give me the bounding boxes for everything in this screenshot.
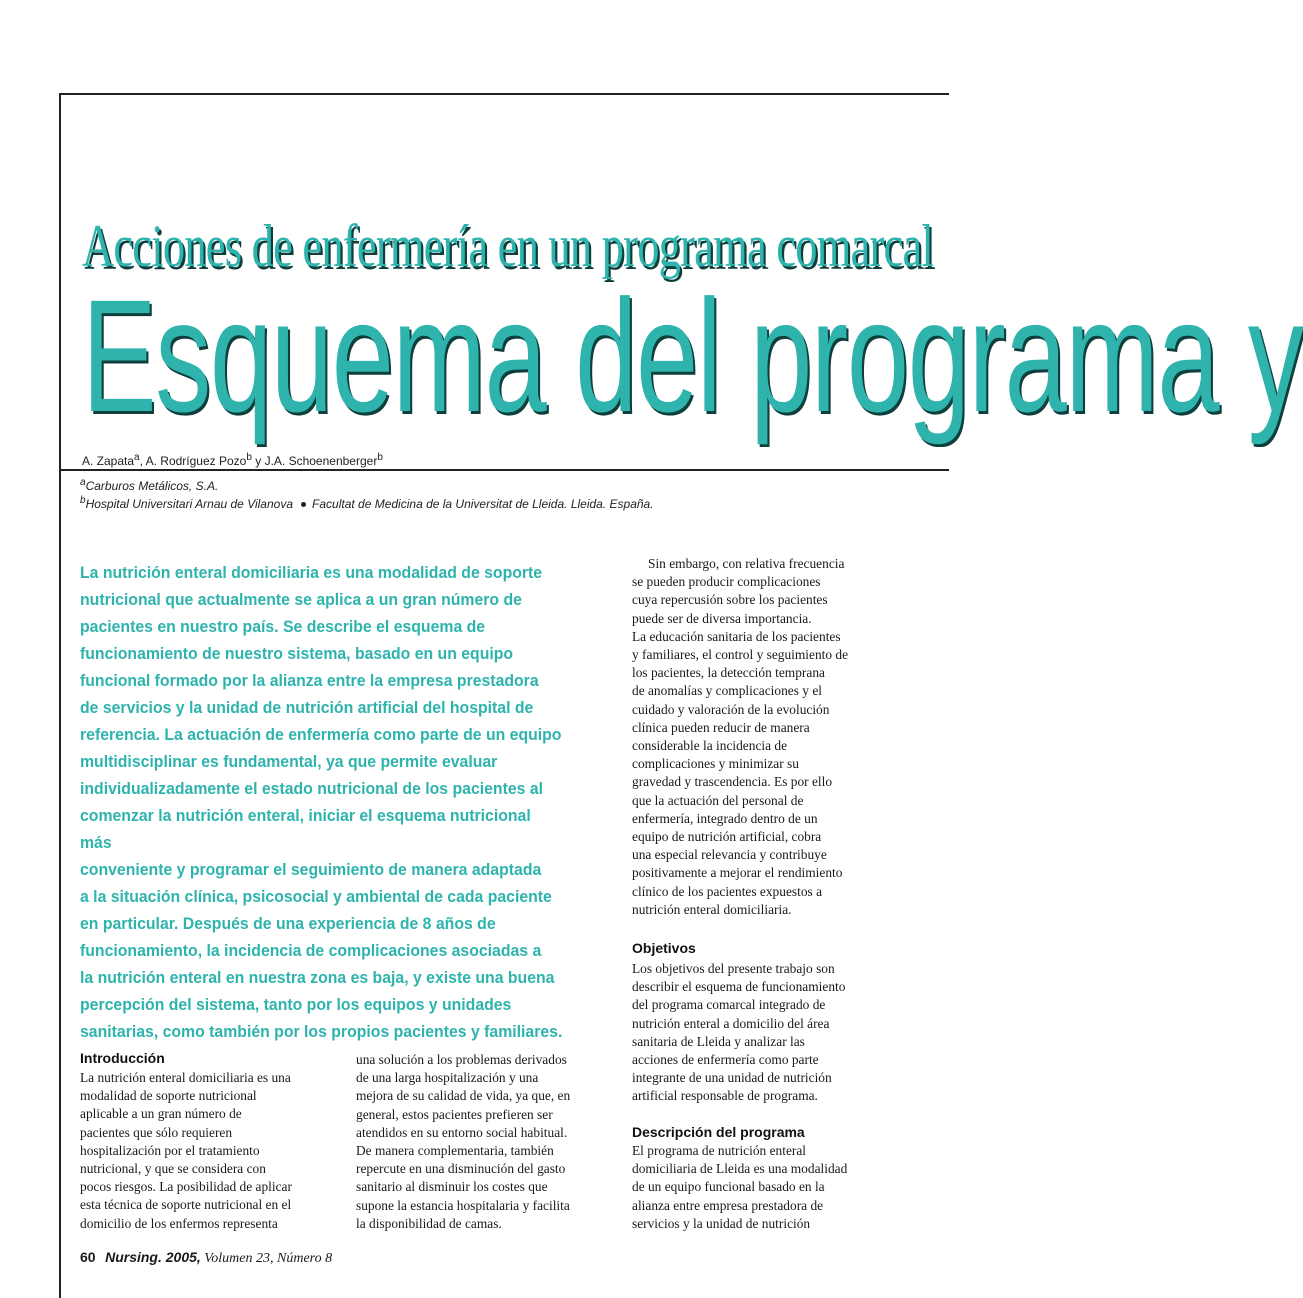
body-line: esta técnica de soporte nutricional en el xyxy=(80,1197,292,1213)
abstract-line: de servicios y la unidad de nutrición artificial del hospital de xyxy=(80,698,534,717)
body-line: De manera complementaria, también xyxy=(356,1143,554,1159)
body-line: pocos riesgos. La posibilidad de aplicar xyxy=(80,1179,292,1195)
body-line: cuidado y valoración de la evolución xyxy=(632,701,830,717)
affil-mark: b xyxy=(80,495,86,506)
body-line: considerable la incidencia de xyxy=(632,738,788,754)
body-line: general, estos pacientes prefieren ser xyxy=(356,1106,553,1122)
section-heading-descripcion: Descripción del programa xyxy=(632,1124,805,1140)
body-line: supone la estancia hospitalaria y facilita xyxy=(356,1197,570,1213)
author-name: A. Rodríguez Pozo xyxy=(145,454,247,468)
author-list xyxy=(82,452,383,468)
abstract-line: funcional formado por la alianza entre la empresa prestadora xyxy=(80,671,539,690)
abstract-line: pacientes en nuestro país. Se describe el esquema de xyxy=(80,617,486,636)
body-line: repercute en una disminución del gasto xyxy=(356,1161,566,1177)
affiliation-a xyxy=(80,477,218,493)
journal-name: Nursing. 2005, xyxy=(105,1249,201,1265)
top-rule xyxy=(59,93,949,95)
abstract-line: individualizadamente el estado nutricional de los pacientes al xyxy=(80,779,544,798)
body-line: y familiares, el control y seguimiento de xyxy=(632,647,849,663)
body-line: de anomalías y complicaciones y el xyxy=(632,683,823,699)
abstract-line: nutricional que actualmente se aplica a un gran número de xyxy=(80,590,522,609)
body-line: Sin embargo, con relativa frecuencia xyxy=(648,556,845,571)
body-line: clínica pueden reducir de manera xyxy=(632,719,810,735)
body-line: servicios y la unidad de nutrición xyxy=(632,1215,811,1231)
abstract-line: la nutrición enteral en nuestra zona es baja, y existe una buena xyxy=(80,968,555,987)
page-footer xyxy=(80,1249,332,1267)
section-heading-objetivos: Objetivos xyxy=(632,940,696,956)
descripcion-text xyxy=(632,1142,886,1233)
author-name: J.A. Schoenenberger xyxy=(264,454,378,468)
body-line: La educación sanitaria de los pacientes xyxy=(632,628,841,644)
article-kicker: Acciones de enfermería en un programa comarcal xyxy=(82,213,934,279)
body-line: acciones de enfermería como parte xyxy=(632,1052,819,1068)
abstract xyxy=(80,559,564,1045)
body-line: atendidos en su entorno social habitual. xyxy=(356,1124,568,1140)
body-column-right xyxy=(632,555,886,919)
body-line: clínico de los pacientes expuestos a xyxy=(632,883,823,899)
body-line: cuya repercusión sobre los pacientes xyxy=(632,592,828,608)
body-line: El programa de nutrición enteral xyxy=(632,1143,807,1158)
abstract-line: multidisciplinar es fundamental, ya que permite evaluar xyxy=(80,752,498,771)
body-line: artificial responsable de programa. xyxy=(632,1088,818,1104)
author-affil-mark: b xyxy=(377,452,383,463)
authors-rule xyxy=(59,469,949,471)
bullet-separator xyxy=(301,502,306,507)
abstract-line: en particular. Después de una experiencia de 8 años de xyxy=(80,914,496,933)
abstract-line: percepción del sistema, tanto por los equipos y unidades xyxy=(80,995,512,1014)
abstract-line: a la situación clínica, psicosocial y ambiental de cada paciente xyxy=(80,887,552,906)
body-line: enfermería, integrado dentro de un xyxy=(632,810,818,826)
author-separator: y xyxy=(251,454,265,468)
body-line: Los objetivos del presente trabajo son xyxy=(632,961,835,976)
section-heading-introduccion: Introducción xyxy=(80,1050,165,1066)
body-line: que la actuación del personal de xyxy=(632,792,804,808)
abstract-line: funcionamiento de nuestro sistema, basado en un equipo xyxy=(80,644,514,663)
body-line: una solución a los problemas derivados xyxy=(356,1052,567,1067)
abstract-line: funcionamiento, la incidencia de complicaciones asociadas a xyxy=(80,941,542,960)
body-line: de un equipo funcional basado en la xyxy=(632,1179,825,1195)
body-line: domiciliaria de Lleida es una modalidad xyxy=(632,1161,848,1177)
body-line: alianza entre empresa prestadora de xyxy=(632,1197,824,1213)
abstract-line: referencia. La actuación de enfermería como parte de un equipo xyxy=(80,725,562,744)
page-number: 60 xyxy=(80,1249,96,1265)
objetivos-text xyxy=(632,960,886,1106)
left-rule xyxy=(59,93,61,1298)
body-line: describir el esquema de funcionamiento xyxy=(632,979,846,995)
body-line: pacientes que sólo requieren xyxy=(80,1124,233,1140)
affiliation-b xyxy=(80,495,654,511)
body-line: hospitalización por el tratamiento xyxy=(80,1142,260,1158)
body-line: una especial relevancia y contribuye xyxy=(632,847,827,863)
body-line: integrante de una unidad de nutrición xyxy=(632,1070,832,1086)
affil-text: Carburos Metálicos, S.A. xyxy=(85,479,219,493)
author-affil-mark: a xyxy=(134,452,140,463)
abstract-line: conveniente y programar el seguimiento de manera adaptada xyxy=(80,860,542,879)
author-affil-mark: b xyxy=(246,452,252,463)
body-line: complicaciones y minimizar su xyxy=(632,756,799,772)
abstract-line: comenzar la nutrición enteral, iniciar el esquema nutricional más xyxy=(80,806,531,852)
affil-text: Facultat de Medicina de la Universitat de Lleida. Lleida. España. xyxy=(312,497,654,511)
body-line: la disponibilidad de camas. xyxy=(356,1215,502,1231)
body-line: del programa comarcal integrado de xyxy=(632,997,826,1013)
journal-volume: Volumen 23, Número 8 xyxy=(204,1251,333,1266)
affil-text: Hospital Universitari Arnau de Vilanova xyxy=(85,497,294,511)
body-line: nutrición enteral domiciliaria. xyxy=(632,901,792,917)
author-separator: , xyxy=(139,454,146,468)
body-line: domicilio de los enfermos representa xyxy=(80,1215,278,1231)
body-line: gravedad y trascendencia. Es por ello xyxy=(632,774,833,790)
body-line: nutricional, y que se considera con xyxy=(80,1161,266,1177)
body-line: modalidad de soporte nutricional xyxy=(80,1088,257,1104)
body-line: sanitaria de Lleida y analizar las xyxy=(632,1033,805,1049)
body-line: positivamente a mejorar el rendimiento xyxy=(632,865,843,881)
author-name: A. Zapata xyxy=(82,454,135,468)
body-line: mejora de su calidad de vida, ya que, en xyxy=(356,1088,571,1104)
body-line: de una larga hospitalización y una xyxy=(356,1070,539,1086)
body-line: nutrición enteral a domicilio del área xyxy=(632,1015,830,1031)
body-column-middle xyxy=(356,1051,610,1233)
body-line: sanitario al disminuir los costes que xyxy=(356,1179,548,1195)
affil-mark: a xyxy=(80,477,86,488)
abstract-line: sanitarias, como también por los propios pacientes y familiares. xyxy=(80,1022,563,1041)
body-column-left xyxy=(80,1069,330,1233)
body-line: se pueden producir complicaciones xyxy=(632,574,821,590)
body-line: La nutrición enteral domiciliaria es una xyxy=(80,1070,291,1085)
body-line: aplicable a un gran número de xyxy=(80,1106,242,1122)
article-title: Esquema del programa y xyxy=(82,266,1303,445)
body-line: puede ser de diversa importancia. xyxy=(632,610,812,626)
body-line: equipo de nutrición artificial, cobra xyxy=(632,829,822,845)
abstract-line: La nutrición enteral domiciliaria es una modalidad de soporte xyxy=(80,563,543,582)
body-line: los pacientes, la detección temprana xyxy=(632,665,825,681)
